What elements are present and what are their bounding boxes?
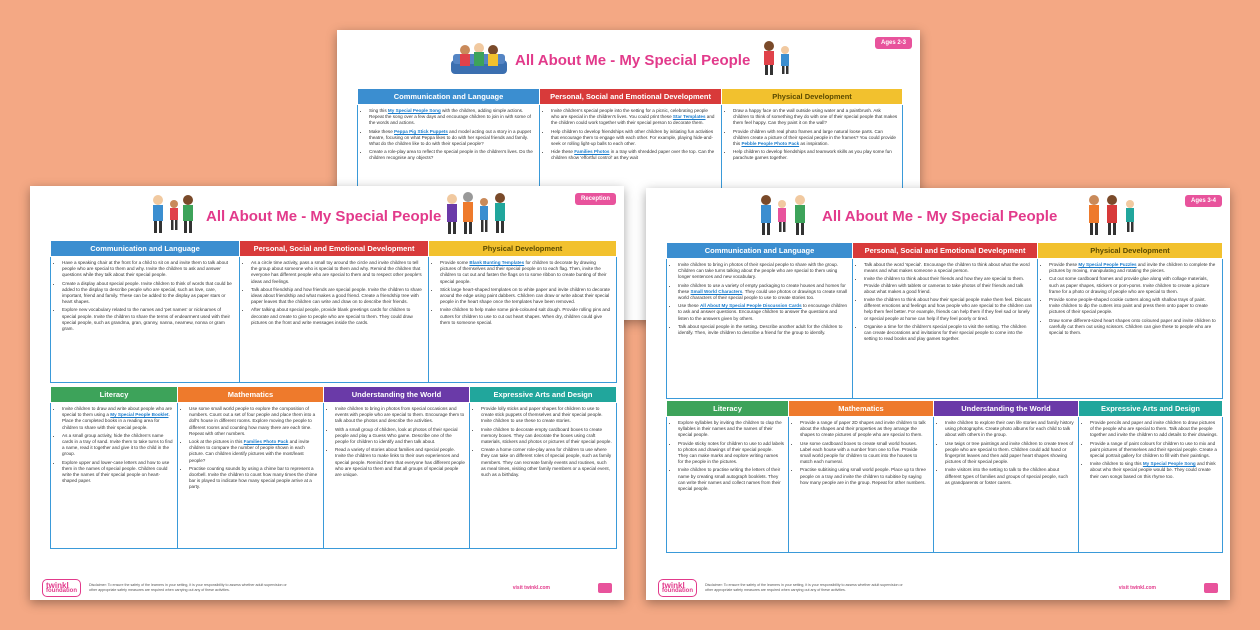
activity-item (62, 307, 235, 332)
twinkl-url[interactable]: visit twinkl.com (512, 585, 550, 591)
activity-text: Practise subitising using small world people. Place up to three people on a tray and invite the children to subitise by saying how many people are in the group. Repeat for other numbers. (800, 467, 926, 485)
activity-text: Provide children with real photo frames and large natural loose parts. Can children create a picture of their special people in the frames? You could provide this (733, 128, 896, 146)
age-badge: Reception (575, 193, 616, 205)
activity-item (800, 420, 929, 439)
activity-text: . They could use photos or drawings to create small world characters of their special people to use to create stories too. (678, 288, 848, 300)
activity-item (481, 447, 612, 478)
physical-cell (1038, 259, 1223, 399)
activity-item (481, 427, 612, 446)
communication-cell (51, 257, 240, 383)
header-physical: Physical Development (429, 241, 617, 257)
header-pse: Personal, Social and Emotional Development (853, 243, 1038, 259)
bottom-activity-table (50, 386, 617, 549)
activity-text: to encourage children to ask and answer questions. Encourage children to answer the questions and listen to the answers given by others. (678, 303, 848, 321)
activity-text: and the children could work together with their special person to decorate them. (551, 114, 715, 126)
resource-link[interactable]: My Special People Song (1142, 461, 1196, 467)
activity-text: Help children to develop friendships with other children by initiating fun activities that encourage them to engage with each other. For example, playing hide-and-seek or rolling light-up balls to each other. (551, 128, 714, 146)
activity-item (369, 129, 535, 148)
age-badge: Ages 2-3 (875, 37, 912, 49)
activity-item (733, 149, 898, 161)
activity-text: Explore syllables by inviting the children to clap the syllables in their names and the names of their special people. (678, 420, 782, 438)
activity-item (864, 276, 1033, 295)
header-communication: Communication and Language (358, 89, 540, 105)
physical-cell (429, 257, 617, 383)
activity-item (440, 260, 612, 285)
activity-text: Invite children to bring in photos of their special people to share with the group. Children can take turns talking about the people who are special to them using longer sentences and new vocabulary. (678, 262, 839, 280)
activity-item (62, 281, 235, 306)
activity-item (945, 420, 1074, 439)
activity-text: Draw some different-sized heart shapes onto coloured paper and invite children to carefully cut them out using scissors. Children can give these to people who are special to them. (1049, 317, 1216, 335)
family-illustration-right (1084, 192, 1144, 238)
activity-text: Invite the children to think about their friends and how they are special to them. Provide children with tablets or cameras to take photos of their friends and talk about what makes a good friend. (864, 276, 1025, 294)
activity-text: Invite children to bring in photos from special occasions and events with people who are special to them. Encourage them to talk about the photos and describe the activities. (335, 406, 465, 424)
header-arts: Expressive Arts and Design (470, 387, 617, 403)
activity-text: Invite the children to think about how their special people make them feel. Discuss different emotions and feelings and how people who are special to the children can help them feel better. For example, friends can help them if they feel sad or lonely or special people at home can help if they feel poorly or tired. (864, 296, 1033, 321)
activity-text: Stick large heart-shaped templates on to white paper and invite children to decorate around the edge using paint dabbers. Children can draw or write about their special people in the heart shape once the templates have been removed. (440, 286, 611, 305)
communication-cell (667, 259, 853, 399)
resource-link[interactable]: Star Templates (672, 114, 706, 120)
activity-item (678, 441, 784, 466)
family-illustration-right (442, 190, 518, 236)
activity-text: Invite visitors into the setting to talk to the children about different types of families and groups of special people, such as grandparents or foster carers. (945, 467, 1068, 485)
activity-item (62, 433, 173, 458)
activity-text: Look at the pictures in this (189, 438, 244, 444)
activity-text: Draw a happy face on the wall outside using water and a paintbrush. Ask children to think of something they do with one of their special people that makes them feel happy. Can they paint it on the wall? (733, 108, 898, 126)
pse-cell (853, 259, 1038, 399)
activity-text: Invite children to practise writing the letters of their name by creating small autograph booklets. They can write their names and collect names from their special people. (678, 467, 781, 491)
activity-item (62, 260, 235, 279)
world-cell (324, 403, 470, 549)
activity-item (1090, 441, 1218, 460)
resource-link[interactable]: Small World Characters (690, 288, 743, 294)
activity-text: Create a role-play area to reflect the special people in the children's lives. Do the children recognise any objects? (369, 149, 533, 161)
activity-item (1049, 276, 1218, 295)
activity-item (1049, 297, 1218, 316)
activity-text: Invite children to help make some pink-coloured salt dough. Provide rolling pins and cutters for children to use to cut out heart shapes. When dry, children could give them to someone special. (440, 307, 611, 325)
sheet-footer (30, 576, 624, 600)
activity-item (335, 447, 465, 478)
resource-link[interactable]: Peppa Pig Stick Puppets (394, 128, 448, 134)
activity-text: Talk about friendship and how friends are special people. Invite the children to share ideas about friendship and what makes a good friend. Create a friendship tree with paper leaves that the children can write and draw on to describe their friends. (251, 286, 422, 305)
activity-item (864, 262, 1033, 274)
activity-item (551, 149, 717, 161)
activity-text: Provide pencils and paper and invite children to draw pictures of the people who are special to them. Talk about the people together and invite the children to add details to their drawings. (1090, 420, 1218, 438)
activity-text: Organise a time for the children's special people to visit the setting. The children can create decorations and invitations for their special people to come into the setting to read books and play games together. (864, 323, 1027, 342)
activity-item (864, 324, 1033, 343)
activity-text: As a circle time activity, pass a small toy around the circle and invite children to tell the group about someone who is special to them and why. Remind the children that everyone has different people who are special to them and to respect other people's ideas and feelings. (251, 260, 422, 284)
activity-text: Provide lolly sticks and paper shapes for children to use to create stick puppets of themselves and their special people. Invite children to use these to create stories. (481, 406, 603, 424)
activity-text: . Place the completed books in a reading area for children to share with their special people. (62, 412, 170, 430)
activity-text: Use twigs or tree paintings and invite children to create trees of people who are special to them. Children could add hand or fingerprint leaves and then add paper heart shapes showing pictures of their special people. (945, 440, 1074, 465)
activity-text: for children to decorate by drawing pictures of themselves and their special people on to each flag. Then, invite the children to cut out and fasten the flags on to some ribbon to create bunting of their special people. (440, 260, 607, 284)
family-on-sofa-illustration (449, 38, 509, 78)
header-mathematics: Mathematics (789, 401, 934, 417)
activity-item (335, 427, 465, 446)
activity-item (864, 297, 1033, 322)
mathematics-cell (178, 403, 324, 549)
activity-item (440, 287, 612, 306)
activity-item (551, 108, 717, 127)
activity-item (1090, 461, 1218, 480)
activity-text: Provide some (440, 260, 470, 265)
activity-text: Provide some people-shaped cookie cutters along with shallow trays of paint. Invite children to dip the cutters into paint and press them onto paper to create pictures of their special people. (1049, 296, 1208, 315)
literacy-cell (667, 417, 789, 553)
activity-item (1090, 420, 1218, 439)
top-activity-table (50, 240, 617, 383)
resource-link[interactable]: Families Photos (574, 149, 610, 155)
activity-text: and invite children to compare the number of people shown in each picture. Can children identify pictures with the most/least people? (189, 438, 310, 463)
activity-item (678, 467, 784, 492)
activity-item (62, 406, 173, 431)
resource-link[interactable]: My Special People Booklet (110, 412, 169, 418)
activity-text: Practise counting sounds by using a chime bar to represent a doorbell. Invite the children to count how many times the chime bar is played to indicate how many special people arrive at a party. (189, 465, 318, 490)
header-physical: Physical Development (1038, 243, 1223, 259)
mathematics-cell (789, 417, 934, 553)
activity-item (1049, 318, 1218, 337)
header-literacy: Literacy (51, 387, 178, 403)
header-world: Understanding the World (934, 401, 1079, 417)
activity-text: Make these (369, 128, 395, 134)
sheet-title: All About Me - My Special People (515, 52, 751, 69)
activity-text: Create a display about special people. Invite children to think of words that could be added to the display to describe people who are special, such as love, care, important, friend and family. These can be added to the display as paper stars or heart shapes. (62, 280, 232, 305)
activity-item (251, 260, 424, 285)
resource-link[interactable]: My Special People Puzzles (1078, 262, 1137, 267)
twinkl-mini-logo (598, 583, 612, 593)
activity-text: Have a speaking chair at the front for a child to sit on and invite them to talk about people who are special to them and why. Invite the children to ask and answer questions while they talk about their special people. (62, 260, 228, 278)
activity-text: Help children to develop friendships and teamwork skills as you play some fun parachute games together. (733, 149, 892, 161)
header-communication: Communication and Language (51, 241, 240, 257)
family-illustration-left (756, 192, 816, 238)
header-mathematics: Mathematics (178, 387, 324, 403)
activity-item (369, 108, 535, 127)
activity-text: Read a variety of stories about families and special people. Invite the children to make links to their own experiences and special people. Remind them that everyone has different people who are special to them and that all groups of special people are unique. (335, 447, 465, 477)
activity-text: Explore upper and lower-case letters and how to use them in the names of special people. Children could write the names of their special people on heart-shaped paper. (62, 459, 170, 484)
activity-item (678, 262, 848, 281)
resource-link[interactable]: My Special People Song (387, 108, 441, 113)
activity-text: with the children, adding simple actions. Repeat the song over a few days and encourage children to join in with some of the words and actions. (369, 108, 531, 126)
literacy-cell (51, 403, 178, 549)
activity-item (189, 406, 319, 437)
activity-text: Explore new vocabulary related to the names and 'pet names' or nicknames of special people. Invite the children to share the terms of endearment used with their special people, such as grandma, gran, granny, nanna, nearnew, nonna or gram gram. (62, 307, 231, 331)
activity-item (481, 406, 612, 425)
disclaimer-text: Disclaimer: To ensure the safety of the learners in your setting, it is your responsibility to assess whether adult supervision or other appropriate safety measures are required when carrying out any of these activities. (89, 583, 287, 592)
activity-item (945, 467, 1074, 486)
twinkl-foundation-logo: twinkl foundation (42, 579, 81, 598)
twinkl-url[interactable]: visit twinkl.com (1118, 585, 1156, 591)
activity-text: Invite children to use a variety of empty packaging to create houses and homes for these (678, 282, 846, 294)
twinkl-foundation-logo: twinkl foundation (658, 579, 697, 598)
activity-item (733, 108, 898, 127)
activity-text: Use these (678, 303, 700, 309)
world-cell (934, 417, 1079, 553)
activity-item (945, 441, 1074, 466)
activity-text: Invite children's special people into the setting for a picnic, celebrating people who are special in the children's lives. You could print these (551, 108, 708, 120)
activity-item (800, 467, 929, 486)
resource-link[interactable]: Pebble People Photo Pack (741, 140, 800, 146)
activity-item (678, 420, 784, 439)
activity-item (678, 303, 848, 322)
activity-text: Provide sticky notes for children to use to add labels to photos and drawings of their special people. They can make marks and explore writing names for the people in the pictures. (678, 440, 784, 465)
header-physical: Physical Development (722, 89, 903, 105)
sheet-title: All About Me - My Special People (822, 208, 1058, 225)
children-illustration (757, 38, 797, 78)
activity-item (800, 441, 929, 466)
activity-text: Use some cardboard boxes to create small world houses. Label each house with a number from one to five. Provide small world people for children to count into the houses to match each numeral. (800, 440, 918, 465)
ages-3-4-planning-sheet (646, 188, 1230, 600)
activity-text: Invite children to decorate empty cardboard boxes to create memory boxes. They can decorate the boxes using craft materials, stickers and photos or pictures of their special people. (481, 426, 612, 444)
disclaimer-text: Disclaimer: To ensure the safety of the learners in your setting, it is your responsibility to assess whether adult supervision or other appropriate safety measures are required when carrying out any of these activities. (705, 583, 903, 592)
activity-item (335, 406, 465, 425)
header-world: Understanding the World (324, 387, 470, 403)
activity-text: Talk about special people in the setting. Describe another adult for the children to identify. Then, invite children to describe a friend for the group to identify. (678, 323, 843, 335)
activity-text: and invite the children to complete the pictures by moving, manipulating and rotating the pieces. (1049, 262, 1216, 274)
activity-item (62, 460, 173, 485)
activity-item (678, 283, 848, 302)
activity-text: Use some small world people to explore the composition of numbers. Count out a set of four people and place them into a doll's house in different rooms. Explore moving the people to different rooms and counting how many there are each time. Repeat with other numbers. (189, 406, 316, 436)
activity-text: As a small group activity, hide the children's name cards in a tray of sand. Invite them to take turns to find a name, read it together and give it to the child in the group. (62, 432, 173, 457)
resource-link[interactable]: Blank Bunting Templates (469, 260, 525, 265)
activity-item (189, 439, 319, 464)
header-arts: Expressive Arts and Design (1079, 401, 1223, 417)
activity-item (1049, 262, 1218, 274)
activity-text: Provide a range of paper 2D shapes and invite children to talk about the shapes and their properties as they arrange the shapes to create pictures of people who are special to them. (800, 420, 926, 438)
twinkl-mini-logo (1204, 583, 1218, 593)
sheet-title: All About Me - My Special People (206, 208, 442, 225)
activity-text: Provide these (1049, 262, 1079, 267)
reception-planning-sheet (30, 186, 624, 600)
activity-text: Invite children to draw and write about people who are special to them using a (62, 406, 173, 418)
activity-item (251, 307, 424, 326)
pse-cell (240, 257, 429, 383)
arts-cell (470, 403, 617, 549)
activity-text: Talk about the word 'special'. Encourage the children to think about what the word means and what makes someone a special person. (864, 262, 1030, 274)
header-pse: Personal, Social and Emotional Development (240, 241, 429, 257)
activity-text: Provide a range of paint colours for children to use to mix and paint pictures of themselves and their special people. Create a special portrait gallery for children to fill with their paintings. (1090, 440, 1217, 458)
activity-text: as inspiration. (799, 140, 829, 146)
resource-link[interactable]: Families Photo Pack (243, 438, 289, 444)
resource-link[interactable]: All About My Special People Discussion Cards (699, 303, 802, 309)
activity-item (189, 466, 319, 491)
activity-text: Hide these (551, 149, 575, 155)
activity-item (733, 129, 898, 148)
activity-text: With a small group of children, look at photos of their special people and play a Guess Who game. Describe one of the people for children to identify and then talk about. (335, 426, 458, 444)
header-literacy: Literacy (667, 401, 789, 417)
header-pse: Personal, Social and Emotional Development (540, 89, 722, 105)
activity-text: Invite children to explore their own life stories and family history using photographs. Create photo albums for each child to talk about with others in the group. (945, 420, 1074, 438)
bottom-activity-table (666, 400, 1223, 553)
arts-cell (1079, 417, 1223, 553)
sheet-footer (646, 576, 1230, 600)
activity-item (678, 324, 848, 336)
age-badge: Ages 3-4 (1185, 195, 1222, 207)
activity-item (251, 287, 424, 306)
top-activity-table (666, 242, 1223, 399)
activity-text: and model acting out a story in a puppet theatre, focusing on what Peppa likes to do with her special friends and family. What do the children like to do with their special people? (369, 128, 531, 146)
activity-text: After talking about special people, provide blank greetings cards for children to decorate and create to give to people who are special to them. They could draw pictures on the front and write messages inside the cards. (251, 307, 413, 325)
family-illustration-left (148, 192, 198, 236)
activity-text: Invite children to sing this (1090, 461, 1143, 467)
activity-item (440, 307, 612, 326)
header-communication: Communication and Language (667, 243, 853, 259)
activity-text: Sing this (369, 108, 388, 113)
activity-text: and think about who their special people would be. They could create their own songs based on this rhyme too. (1090, 461, 1216, 479)
activity-text: in a tray with shredded paper over the top. Can the children show 'effortful control' as they wait (551, 149, 715, 161)
activity-item (369, 149, 535, 161)
activity-text: Create a home corner role-play area for children to use where they can take on different roles of special people, such as family members. They can recreate family events and routines, such as meal times, visiting other family members or a special event, such as a birthday. (481, 447, 612, 477)
activity-item (551, 129, 717, 148)
activity-text: Cut out some cardboard frames and provide glue along with collage materials, such as paper shapes, stickers or pom-poms. Invite children to create a picture frame for a photo or drawing of people who are special to them. (1049, 276, 1210, 294)
